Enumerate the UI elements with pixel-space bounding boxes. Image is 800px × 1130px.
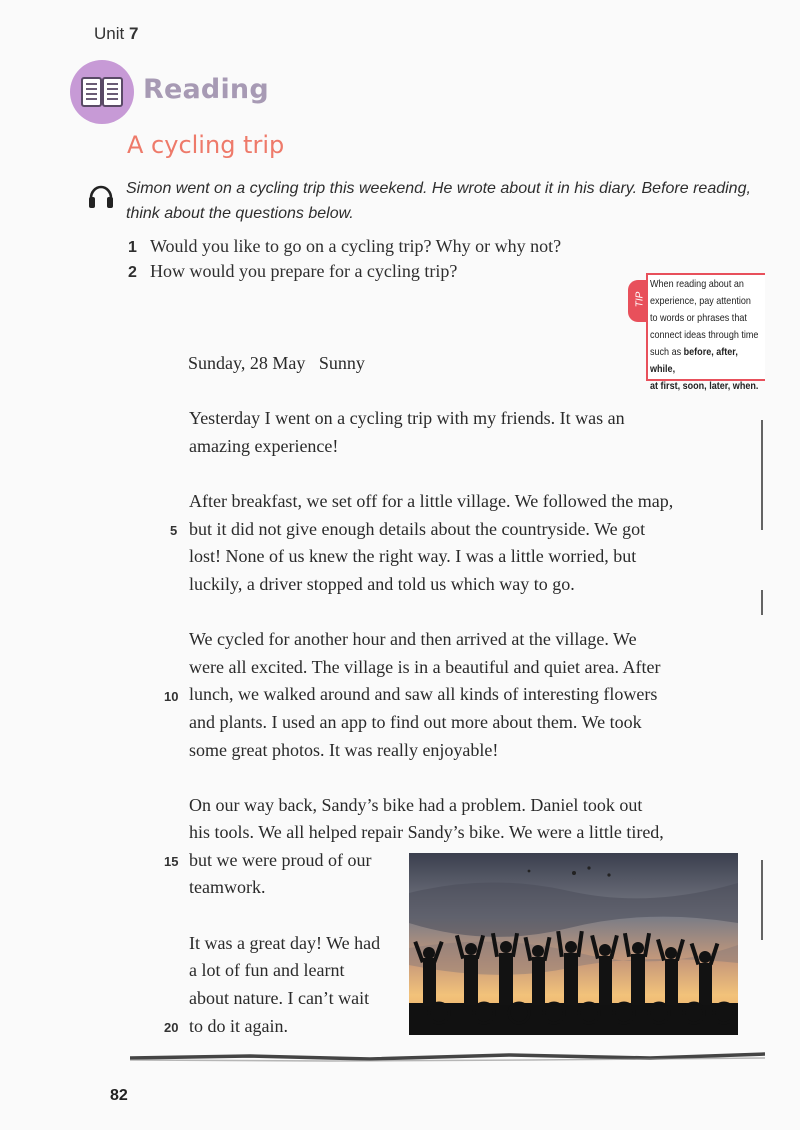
question-text: How would you prepare for a cycling trip? <box>150 261 458 281</box>
unit-number: 7 <box>128 24 139 43</box>
unit-label <box>94 24 138 44</box>
diary-line: and plants. I used an app to find out more about them. We took <box>189 712 642 732</box>
diary-line: After breakfast, we set off for a little village. We followed the map, <box>189 491 674 511</box>
tip-line-pre: such as <box>650 346 684 358</box>
diary-line: about nature. I can’t wait <box>189 988 370 1008</box>
unit-prefix: Unit <box>94 24 125 43</box>
diary-line: luckily, a driver stopped and told us which way to go. <box>189 574 575 594</box>
page-divider <box>130 1048 765 1064</box>
diary-line: lost! None of us knew the right way. I was a little worried, but <box>189 546 637 566</box>
diary-line: We cycled for another hour and then arrived at the village. We <box>189 629 637 649</box>
line-number: 5 <box>170 523 178 538</box>
diary-line: Yesterday I went on a cycling trip with my friends. It was an <box>189 408 625 428</box>
diary-date: Sunday, 28 May <box>188 353 306 373</box>
tip-line <box>650 344 760 378</box>
diary-date-line <box>188 350 365 378</box>
diary-line: amazing experience! <box>189 436 339 456</box>
page-number: 82 <box>110 1087 128 1104</box>
section-subtitle: A cycling trip <box>127 131 285 159</box>
intro-text: Simon went on a cycling trip this weekend. He wrote about it in his diary. Before reading, think about the questions below. <box>126 180 751 222</box>
diary-line: teamwork. <box>189 877 266 897</box>
tip-line: experience, pay attention <box>650 295 751 307</box>
diary-line: lunch, we walked around and saw all kinds of interesting flowers <box>189 684 658 704</box>
diary-line: On our way back, Sandy’s bike had a problem. Daniel took out <box>189 795 643 815</box>
book-icon <box>70 60 134 124</box>
page-edge-mark <box>757 380 767 1080</box>
diary-weather: Sunny <box>318 353 365 373</box>
diary-line: a lot of fun and learnt <box>189 960 345 980</box>
diary-line: were all excited. The village is in a beautiful and quiet area. After <box>189 657 661 677</box>
tip-line: connect ideas through time <box>650 329 759 341</box>
diary-line: to do it again. <box>189 1016 288 1036</box>
question-number: 1 <box>128 239 137 256</box>
headphones-icon[interactable] <box>86 178 116 212</box>
question-1 <box>128 236 561 257</box>
tip-line: to words or phrases that <box>650 312 747 324</box>
tip-label: TIP <box>634 291 646 308</box>
diary-line: but it did not give enough details about the countryside. We got <box>189 519 646 539</box>
diary-line: some great photos. It was really enjoyable! <box>189 740 499 760</box>
section-title: Reading <box>143 74 269 105</box>
tip-tab <box>628 280 648 322</box>
tip-text <box>650 276 760 395</box>
line-number: 15 <box>164 854 179 869</box>
tip-line: at first, soon, later, when. <box>650 380 759 392</box>
diary-line: but we were proud of our <box>189 850 372 870</box>
cyclists-sunset-photo <box>409 853 738 1035</box>
diary-line: his tools. We all helped repair Sandy’s bike. We were a little tired, <box>189 822 664 842</box>
question-number: 2 <box>128 264 137 281</box>
question-text: Would you like to go on a cycling trip? Why or why not? <box>150 236 562 256</box>
tip-keywords: before, after, while, <box>650 346 738 375</box>
question-2 <box>128 261 457 282</box>
line-number: 10 <box>164 689 179 704</box>
line-number: 20 <box>164 1020 179 1035</box>
tip-line: When reading about an <box>650 278 744 290</box>
diary-line: It was a great day! We had <box>189 933 381 953</box>
